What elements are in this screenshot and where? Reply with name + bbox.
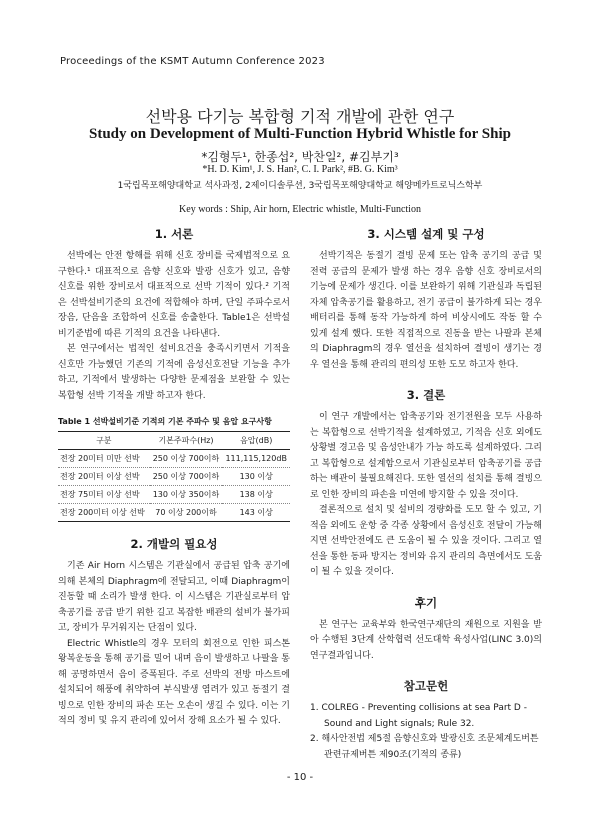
table-cell: 111,115,120dB [222, 450, 290, 468]
reference-item: 2. 해사안전법 제5절 음향신호와 발광신호 조문체계도버튼관련규제버튼 제90조(기적의 종류) [310, 734, 539, 760]
table-cell: 130 이상 350이하 [150, 486, 223, 504]
table-caption: Table 1 선박설비기준 기적의 기본 주파수 및 음압 요구사항 [58, 417, 272, 426]
section-title-conclusion: 3. 결론 [406, 388, 446, 402]
table-header-cell: 음압(dB) [222, 432, 290, 450]
conclusion-paragraph-1: 이 연구 개발에서는 압축공기와 전기전원을 모두 사용하는 복합형으로 선박기적을 설계하였고, 기적음 신호 외에도 상황별 경고음 및 음성안내가 가능 하도록 설계하였다. 그리고 복합형으로 설계함으로서 기관실로부터 압축공기를 공급하는 배관이 불필요해진다. 또한 열선의 설치를 통해 결빙으로 인한 장비의 파손을 미연에 방지할 수 있을 것이다. [310, 412, 542, 500]
section-title-necessity: 2. 개발의 필요성 [130, 537, 218, 551]
left-column [58, 226, 290, 730]
running-head: Proceedings of the KSMT Autumn Conference 2023 [60, 56, 325, 67]
table-cell: 143 이상 [222, 504, 290, 522]
table-cell: 250 이상 700이하 [150, 450, 223, 468]
necessity-paragraph-1: 기존 Air Horn 시스템은 기관실에서 공급된 압축 공기에 의해 본체의 Diaphragm에 전달되고, 이때 Diaphragm이 진동할 때 소리가 발생 한다. 이 시스템은 기관실로부터 압축공기를 공급 받기 위한 길고 복잡한 배관의 설비가 불가피고, 장비가 무거워지는 단점이 있다. [58, 561, 290, 633]
table-cell: 138 이상 [222, 486, 290, 504]
right-column [310, 226, 542, 763]
table-header-cell: 기본주파수(Hz) [150, 432, 223, 450]
table-header-cell: 구분 [58, 432, 150, 450]
requirements-table [58, 431, 290, 522]
authors-korean: *김형두¹, 한종섭², 박찬일², #김부기³ [201, 150, 399, 164]
table-row [58, 486, 290, 504]
title-english: Study on Development of Multi-Function Hybrid Whistle for Ship [89, 126, 511, 142]
table-cell: 전장 20미터 이상 선박 [58, 468, 150, 486]
table-cell: 70 이상 200이하 [150, 504, 223, 522]
table-cell: 전장 200미터 이상 선박 [58, 504, 150, 522]
table-header-row [58, 432, 290, 450]
conclusion-paragraph-2: 결론적으로 설치 및 설비의 경량화를 도모 할 수 있고, 기적음 외에도 운항 중 각종 상황에서 음성신호 전달이 가능해지면 선박안전에도 큰 도움이 될 수 있을 것이다. 그리고 열선을 통한 동파 방지는 정비와 유지 관리의 측면에서도 도움이 될 수 있을 것이다. [310, 505, 542, 577]
section-title-references: 참고문헌 [403, 679, 449, 693]
page-number: - 10 - [286, 772, 314, 783]
section-title-acknowledgement: 후기 [414, 595, 438, 610]
affiliations: 1국립목포해양대학교 석사과정, 2제이디솔루션, 3국립목포해양대학교 해양메카트로닉스학부 [117, 181, 483, 191]
table-cell: 전장 20미터 미만 선박 [58, 450, 150, 468]
title-korean: 선박용 다기능 복합형 기적 개발에 관한 연구 [145, 107, 455, 126]
reference-item: 1. COLREG - Preventing collisions at sea Part D - Sound and Light signals; Rule 32. [310, 703, 527, 729]
acknowledgement-paragraph: 본 연구는 교육부와 한국연구재단의 재원으로 지원을 받아 수행된 3단계 산학협력 선도대학 육성사업(LINC 3.0)의 연구결과입니다. [310, 619, 542, 661]
intro-paragraph-2: 본 연구에서는 법적인 설비요건을 충족시키면서 기적을 신호만 가능했던 기존의 기적에 음성신호전달 기능을 추가 하고, 기적에서 발생하는 다양한 문제점을 보완할 수 있는 복합형 선박 기적을 개발 하고자 한다. [58, 344, 290, 401]
keywords: Key words : Ship, Air horn, Electric whistle, Multi-Function [179, 204, 421, 215]
section-title-design: 3. 시스템 설계 및 구성 [367, 227, 485, 241]
authors-english: *H. D. Kim¹, J. S. Han², C. I. Park², #B. G. Kim³ [202, 164, 398, 175]
table-row [58, 468, 290, 486]
table-cell: 250 이상 700이하 [150, 468, 223, 486]
table-row [58, 504, 290, 522]
section-title-intro: 1. 서론 [154, 227, 194, 241]
intro-paragraph-1: 선박에는 안전 항해를 위해 신호 장비를 국제법적으로 요구한다.¹ 대표적으로 음향 신호와 발광 신호가 있고, 음향 신호를 위한 장비로서 대표적으로 선박 기적이 있다.² 기적은 선박설비기준의 요건에 적합해야 하며, 단일 주파수로서 장음, 단음을 조합하여 신호를 송출한다. Table1은 선박설비기준법에 따른 기적의 요건을 나타낸다. [58, 251, 290, 339]
table-cell: 전장 75미터 이상 선박 [58, 486, 150, 504]
table-row [58, 450, 290, 468]
necessity-paragraph-2: Electric Whistle의 경우 모터의 회전으로 인한 피스톤 왕복운동을 통해 공기를 밀어 내며 음이 발생하고 나팔을 통해 공명하면서 음이 증폭된다. 주로 선박의 전방 마스트에 설치되어 해풍에 취약하여 부식발생 염려가 있고 동절기 결빙으로 인한 장비의 파손 또는 오손이 생길 수 있다. 이는 기적의 정비 및 유지 관리에 있어서 장해 요소가 될 수 있다. [58, 638, 290, 726]
design-paragraph-1: 선박기적은 동절기 결빙 문제 또는 압축 공기의 공급 및 전력 공급의 문제가 발생 하는 경우 음향 신호 장비로서의 기능에 문제가 생긴다. 이를 보완하기 위해 기관실과 독립된 자체 압축공기를 활용하고, 전기 공급이 불가하게 되는 경우 배터리를 통해 동작 가능하게 하여 비상시에도 작동 할 수 있게 설계 했다. 또한 직접적으로 진동을 받는 나팔과 본체의 Diaphragm의 경우 열선을 설치하여 결빙이 생기는 경우 열선을 통해 관리의 편의성 또한 도모 하고자 한다. [310, 251, 542, 370]
table-cell: 130 이상 [222, 468, 290, 486]
